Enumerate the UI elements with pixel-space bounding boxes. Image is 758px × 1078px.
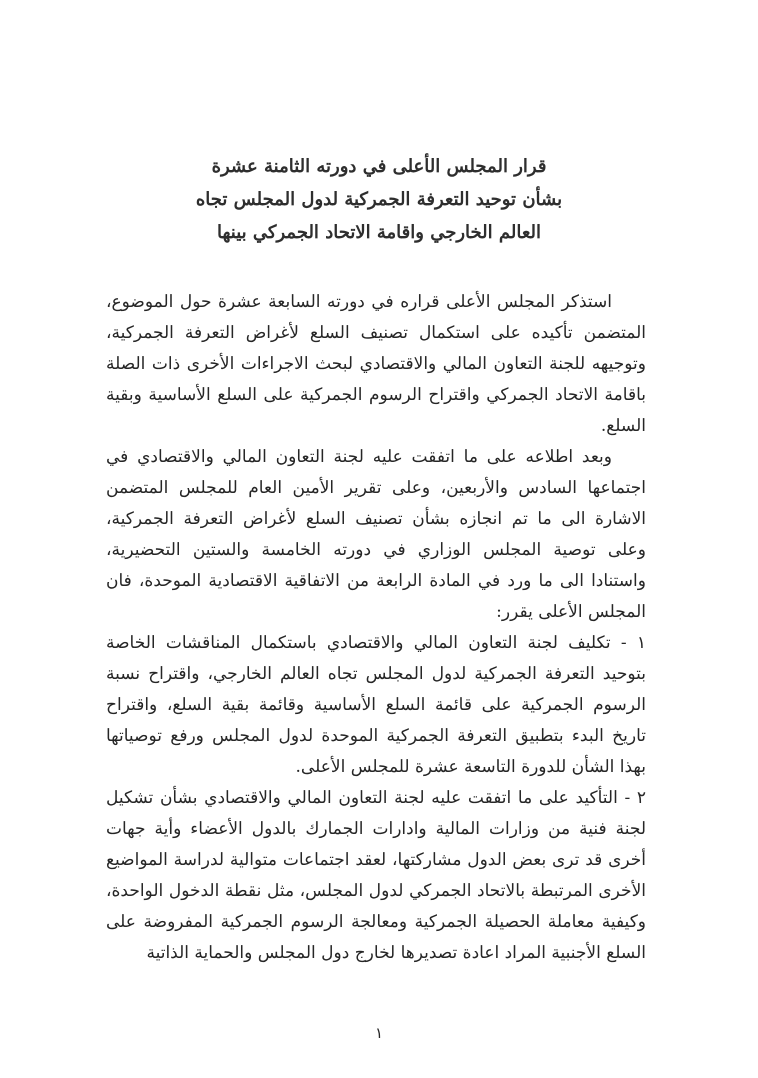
decision-item-1: ١ - تكليف لجنة التعاون المالي والاقتصادي باستكمال المناقشات الخاصة بتوحيد التعرفة الجمركية لدول المجلس تجاه العالم الخارجي، واقتراح نسبة الرسوم الجمركية على قائمة السلع الأساسية وقائمة بقية السلع، واقتراح تاريخ البدء بتطبيق التعرفة الجمركية الموحدة لدول المجلس ورفع توصياتها بهذا الشأن للدورة التاسعة عشرة للمجلس الأعلى. bbox=[106, 633, 646, 777]
document-title bbox=[0, 0, 758, 249]
paragraph-recital-2: وبعد اطلاعه على ما اتفقت عليه لجنة التعاون المالي والاقتصادي في اجتماعها السادس والأربعين، وعلى تقرير الأمين العام للمجلس المتضمن الاشارة الى ما تم انجازه بشأن تصنيف السلع لأغراض التعرفة الجمركية، وعلى توصية المجلس الوزاري في دورته الخامسة والستين التحضيرية، واستنادا الى ما ورد في المادة الرابعة من الاتفاقية الاقتصادية الموحدة، فان المجلس الأعلى يقرر: bbox=[106, 447, 646, 622]
page-number: ١ bbox=[374, 1024, 384, 1042]
title-line-2: بشأن توحيد التعرفة الجمركية لدول المجلس تجاه bbox=[195, 189, 563, 210]
decision-item-2: ٢ - التأكيد على ما اتفقت عليه لجنة التعاون المالي والاقتصادي بشأن تشكيل لجنة فنية من وزارات المالية وادارات الجمارك بالدول الأعضاء وأية جهات أخرى قد ترى بعض الدول مشاركتها، لعقد اجتماعات متوالية لدراسة المواضيع الأخرى المرتبطة بالاتحاد الجمركي لدول المجلس، مثل نقطة الدخول الواحدة، وكيفية معاملة الحصيلة الجمركية ومعالجة الرسوم الجمركية المفروضة على السلع الأجنبية المراد اعادة تصديرها لخارج دول المجلس والحماية الذاتية bbox=[106, 788, 646, 963]
title-line-3: العالم الخارجي واقامة الاتحاد الجمركي بينها bbox=[217, 222, 541, 243]
paragraph-recital-1: استذكر المجلس الأعلى قراره في دورته السابعة عشرة حول الموضوع، المتضمن تأكيده على استكمال تصنيف السلع لأغراض التعرفة الجمركية، وتوجيهه للجنة التعاون المالي والاقتصادي لبحث الاجراءات الأخرى ذات الصلة باقامة الاتحاد الجمركي واقتراح الرسوم الجمركية على السلع الأساسية وبقية السلع. bbox=[106, 292, 646, 436]
title-line-1: قرار المجلس الأعلى في دورته الثامنة عشرة bbox=[211, 156, 547, 177]
document-body bbox=[0, 287, 758, 969]
